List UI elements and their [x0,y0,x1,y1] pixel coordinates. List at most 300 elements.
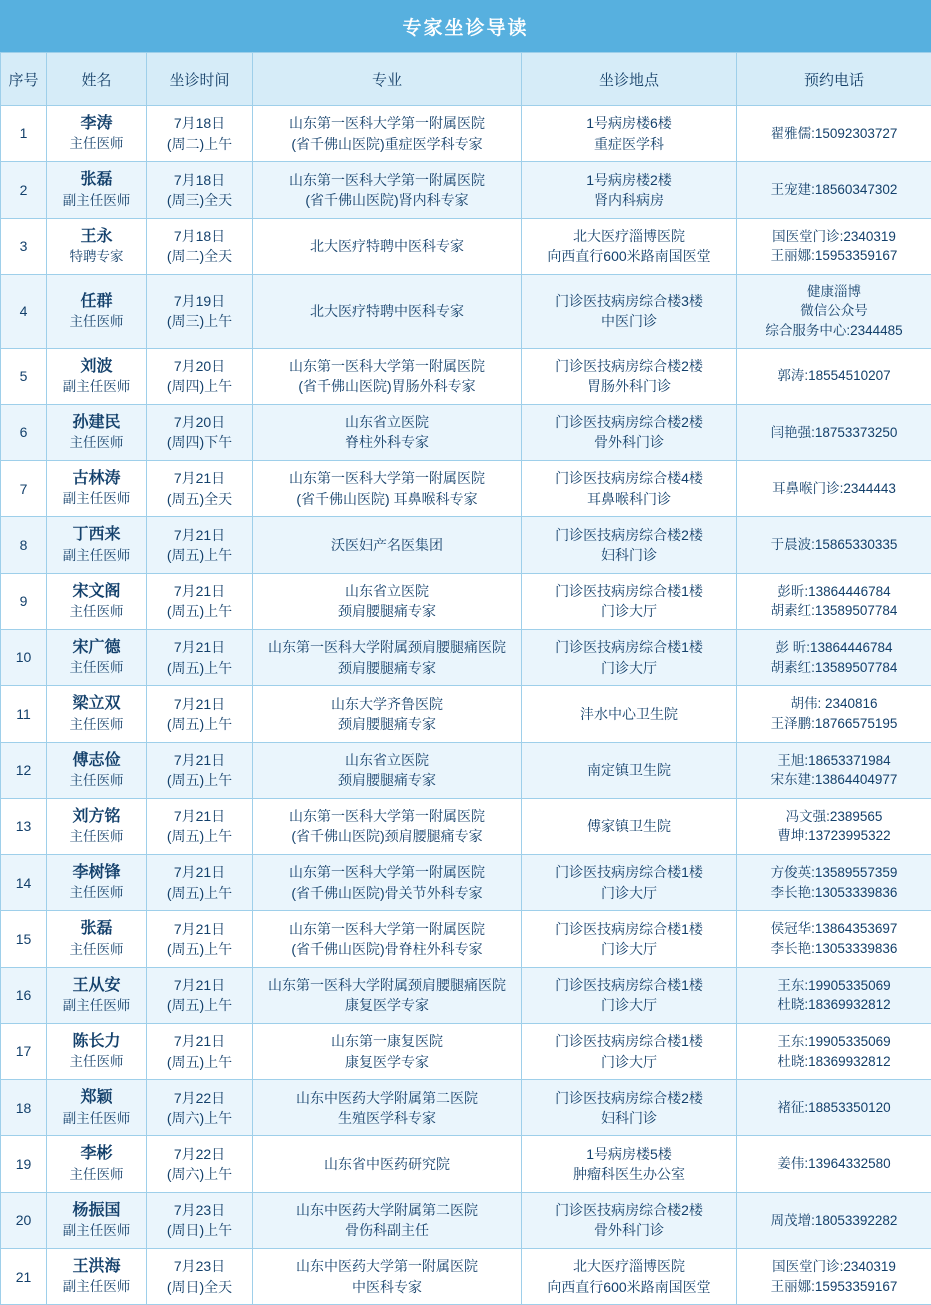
cell-line: 健康淄博 [740,282,928,302]
cell-line: 胡素红:13589507784 [740,658,928,678]
table-row [1,106,931,162]
cell-visit-location [522,629,737,685]
cell-doctor-name [47,517,147,573]
cell-appointment-phone [737,1192,931,1248]
cell-appointment-phone [737,348,931,404]
cell-visit-location [522,1136,737,1192]
cell-row-number: 4 [1,274,47,348]
cell-line: 门诊大厅 [525,601,733,621]
cell-specialty [253,162,522,218]
cell-visit-location [522,461,737,517]
cell-specialty [253,1136,522,1192]
cell-appointment-phone [737,106,931,162]
doctor-title: 主任医师 [50,659,143,678]
cell-row-number: 8 [1,517,47,573]
cell-line: 骨伤科副主任 [256,1220,518,1240]
cell-line: 山东第一医科大学附属颈肩腰腿痛医院 [256,637,518,657]
cell-visit-time [147,573,253,629]
cell-line: 山东中医药大学附属第二医院 [256,1200,518,1220]
doctor-title: 主任医师 [50,135,143,154]
cell-doctor-name [47,629,147,685]
cell-line: 骨外科门诊 [525,432,733,452]
column-header-time: 坐诊时间 [147,53,253,106]
cell-line: 山东第一医科大学第一附属医院 [256,113,518,133]
cell-line: 王东:19905335069 [740,1032,928,1052]
cell-line: 胃肠外科门诊 [525,376,733,396]
cell-line: (周五)上午 [150,601,249,621]
cell-line: 门诊大厅 [525,883,733,903]
cell-line: 山东第一医科大学第一附属医院 [256,356,518,376]
cell-line: 王泽鹏:18766575195 [740,714,928,734]
cell-doctor-name [47,404,147,460]
cell-appointment-phone [737,686,931,742]
cell-line: 妇科门诊 [525,1108,733,1128]
doctor-title: 副主任医师 [50,547,143,566]
cell-line: (省千佛山医院)胃肠外科专家 [256,376,518,396]
cell-line: 1号病房楼6楼 [525,113,733,133]
cell-doctor-name [47,162,147,218]
cell-visit-time [147,461,253,517]
column-header-major: 专业 [253,53,522,106]
cell-visit-time [147,162,253,218]
cell-line: 7月21日 [150,525,249,545]
cell-specialty [253,573,522,629]
cell-specialty [253,1080,522,1136]
cell-line: 7月21日 [150,919,249,939]
cell-visit-location [522,967,737,1023]
table-row [1,967,931,1023]
column-header-phone: 预约电话 [737,53,931,106]
cell-line: 沣水中心卫生院 [525,704,733,724]
cell-row-number: 2 [1,162,47,218]
doctor-title: 主任医师 [50,828,143,847]
cell-line: 耳鼻喉门诊:2344443 [740,479,928,499]
cell-line: (周五)上午 [150,545,249,565]
cell-visit-location [522,1023,737,1079]
cell-line: (周五)上午 [150,714,249,734]
cell-doctor-name [47,742,147,798]
cell-visit-location [522,162,737,218]
doctor-title: 主任医师 [50,313,143,332]
cell-line: 7月23日 [150,1200,249,1220]
cell-doctor-name [47,686,147,742]
cell-line: 北大医疗淄博医院 [525,226,733,246]
cell-line: 曹坤:13723995322 [740,826,928,846]
cell-visit-location [522,404,737,460]
cell-line: 国医堂门诊:2340319 [740,227,928,247]
cell-line: 肿瘤科医生办公室 [525,1164,733,1184]
cell-line: 山东第一康复医院 [256,1031,518,1051]
cell-line: 北大医疗特聘中医科专家 [256,236,518,256]
cell-line: 门诊医技病房综合楼1楼 [525,919,733,939]
doctor-name: 王从安 [50,975,143,997]
doctor-title: 主任医师 [50,603,143,622]
cell-line: 7月20日 [150,356,249,376]
cell-appointment-phone [737,404,931,460]
cell-line: 综合服务中心:2344485 [740,321,928,341]
cell-line: (省千佛山医院)肾内科专家 [256,190,518,210]
cell-line: 7月23日 [150,1256,249,1276]
cell-line: 妇科门诊 [525,545,733,565]
cell-visit-time [147,348,253,404]
cell-line: (省千佛山医院)颈肩腰腿痛专家 [256,826,518,846]
cell-doctor-name [47,1023,147,1079]
cell-appointment-phone [737,1023,931,1079]
cell-line: 1号病房楼2楼 [525,170,733,190]
cell-visit-location [522,911,737,967]
cell-line: 7月18日 [150,113,249,133]
doctor-name: 李树锋 [50,862,143,884]
cell-line: 7月21日 [150,862,249,882]
cell-line: (省千佛山医院)骨脊柱外科专家 [256,939,518,959]
table-row [1,348,931,404]
cell-specialty [253,106,522,162]
cell-line: 山东第一医科大学第一附属医院 [256,468,518,488]
cell-specialty [253,629,522,685]
cell-appointment-phone [737,274,931,348]
doctor-name: 张磊 [50,169,143,191]
cell-visit-time [147,1192,253,1248]
cell-visit-location [522,1080,737,1136]
cell-row-number: 15 [1,911,47,967]
cell-visit-location [522,517,737,573]
cell-visit-time [147,517,253,573]
expert-schedule-table [0,52,931,1305]
table-row [1,1023,931,1079]
table-row [1,1192,931,1248]
cell-line: 杜晓:18369932812 [740,995,928,1015]
cell-line: (周五)上午 [150,883,249,903]
cell-line: 7月21日 [150,694,249,714]
table-row [1,517,931,573]
cell-visit-time [147,686,253,742]
cell-line: 山东大学齐鲁医院 [256,694,518,714]
cell-line: 方俊英:13589557359 [740,863,928,883]
cell-line: 7月19日 [150,291,249,311]
column-header-no: 序号 [1,53,47,106]
cell-line: (周三)上午 [150,311,249,331]
cell-specialty [253,404,522,460]
doctor-title: 主任医师 [50,434,143,453]
table-header-row [1,53,931,106]
cell-line: 向西直行600米路南国医堂 [525,246,733,266]
cell-line: 7月21日 [150,806,249,826]
cell-row-number: 1 [1,106,47,162]
doctor-title: 副主任医师 [50,490,143,509]
cell-line: (周五)上午 [150,995,249,1015]
cell-line: 国医堂门诊:2340319 [740,1257,928,1277]
cell-specialty [253,348,522,404]
cell-line: 山东省立医院 [256,750,518,770]
cell-visit-location [522,218,737,274]
cell-line: 门诊大厅 [525,995,733,1015]
cell-line: 姜伟:13964332580 [740,1154,928,1174]
doctor-name: 任群 [50,291,143,313]
table-row [1,1136,931,1192]
doctor-name: 王洪海 [50,1256,143,1278]
cell-line: 冯文强:2389565 [740,807,928,827]
cell-line: 山东省立医院 [256,581,518,601]
cell-visit-location [522,855,737,911]
cell-row-number: 12 [1,742,47,798]
cell-doctor-name [47,461,147,517]
cell-line: (周日)全天 [150,1277,249,1297]
cell-line: 7月22日 [150,1144,249,1164]
cell-line: 门诊医技病房综合楼1楼 [525,1031,733,1051]
doctor-title: 副主任医师 [50,997,143,1016]
cell-appointment-phone [737,629,931,685]
cell-line: 门诊医技病房综合楼1楼 [525,637,733,657]
doctor-title: 副主任医师 [50,378,143,397]
table-row [1,162,931,218]
cell-visit-location [522,106,737,162]
cell-row-number: 21 [1,1249,47,1305]
cell-line: 颈肩腰腿痛专家 [256,658,518,678]
cell-line: (周五)上午 [150,939,249,959]
cell-line: 南定镇卫生院 [525,760,733,780]
cell-line: 颈肩腰腿痛专家 [256,714,518,734]
cell-line: 颈肩腰腿痛专家 [256,601,518,621]
doctor-title: 主任医师 [50,884,143,903]
cell-appointment-phone [737,911,931,967]
cell-visit-location [522,573,737,629]
doctor-title: 主任医师 [50,1053,143,1072]
cell-line: 7月18日 [150,170,249,190]
cell-specialty [253,1192,522,1248]
cell-specialty [253,742,522,798]
cell-line: 山东省立医院 [256,412,518,432]
cell-specialty [253,517,522,573]
cell-row-number: 17 [1,1023,47,1079]
cell-specialty [253,855,522,911]
cell-line: 于晨波:15865330335 [740,535,928,555]
cell-line: (周五)全天 [150,489,249,509]
cell-line: 周茂增:18053392282 [740,1211,928,1231]
cell-line: 门诊医技病房综合楼1楼 [525,975,733,995]
doctor-name: 古林涛 [50,468,143,490]
cell-appointment-phone [737,798,931,854]
doctor-name: 宋广德 [50,637,143,659]
cell-line: (周二)全天 [150,246,249,266]
table-header [1,53,931,106]
cell-line: 宋东建:13864404977 [740,770,928,790]
cell-line: 重症医学科 [525,134,733,154]
cell-visit-time [147,798,253,854]
cell-line: 门诊大厅 [525,658,733,678]
doctor-title: 副主任医师 [50,1278,143,1297]
cell-line: 北大医疗淄博医院 [525,1256,733,1276]
cell-line: 王旭:18653371984 [740,751,928,771]
table-row [1,855,931,911]
cell-row-number: 5 [1,348,47,404]
cell-line: 7月20日 [150,412,249,432]
cell-appointment-phone [737,967,931,1023]
cell-line: 侯冠华:13864353697 [740,919,928,939]
doctor-name: 宋文阁 [50,581,143,603]
doctor-name: 郑颖 [50,1087,143,1109]
cell-specialty [253,218,522,274]
cell-visit-time [147,1023,253,1079]
cell-line: (周五)上午 [150,658,249,678]
doctor-name: 杨振国 [50,1200,143,1222]
cell-specialty [253,967,522,1023]
doctor-title: 主任医师 [50,1166,143,1185]
cell-line: 山东第一医科大学第一附属医院 [256,806,518,826]
page-title: 专家坐诊导读 [0,0,931,52]
column-header-name: 姓名 [47,53,147,106]
cell-line: 沃医妇产名医集团 [256,535,518,555]
doctor-title: 副主任医师 [50,192,143,211]
doctor-name: 张磊 [50,918,143,940]
cell-line: (省千佛山医院) 耳鼻喉科专家 [256,489,518,509]
table-row [1,218,931,274]
table-row [1,798,931,854]
cell-appointment-phone [737,1080,931,1136]
cell-line: (周五)上午 [150,770,249,790]
doctor-title: 副主任医师 [50,1222,143,1241]
cell-row-number: 13 [1,798,47,854]
cell-line: 胡伟: 2340816 [740,694,928,714]
cell-line: 山东第一医科大学第一附属医院 [256,862,518,882]
doctor-title: 副主任医师 [50,1110,143,1129]
column-header-place: 坐诊地点 [522,53,737,106]
table-row [1,274,931,348]
cell-doctor-name [47,911,147,967]
doctor-name: 陈长力 [50,1031,143,1053]
cell-visit-location [522,798,737,854]
cell-appointment-phone [737,218,931,274]
cell-specialty [253,461,522,517]
doctor-name: 刘方铭 [50,806,143,828]
cell-appointment-phone [737,573,931,629]
cell-doctor-name [47,274,147,348]
cell-line: 7月22日 [150,1088,249,1108]
cell-visit-location [522,1192,737,1248]
cell-line: 7月21日 [150,581,249,601]
cell-visit-time [147,1136,253,1192]
cell-line: 7月18日 [150,226,249,246]
cell-line: 王丽娜:15953359167 [740,1277,928,1297]
cell-visit-time [147,629,253,685]
doctor-name: 丁西来 [50,524,143,546]
cell-doctor-name [47,573,147,629]
cell-line: 中医门诊 [525,311,733,331]
cell-visit-location [522,348,737,404]
cell-line: 山东第一医科大学第一附属医院 [256,919,518,939]
cell-appointment-phone [737,1136,931,1192]
cell-line: 耳鼻喉科门诊 [525,489,733,509]
cell-line: (周五)上午 [150,826,249,846]
cell-line: 向西直行600米路南国医堂 [525,1277,733,1297]
cell-line: 门诊医技病房综合楼2楼 [525,525,733,545]
cell-visit-time [147,106,253,162]
cell-visit-time [147,404,253,460]
cell-line: (周二)上午 [150,134,249,154]
cell-line: 门诊医技病房综合楼2楼 [525,412,733,432]
cell-line: 脊柱外科专家 [256,432,518,452]
cell-line: (周六)上午 [150,1164,249,1184]
cell-line: (周日)上午 [150,1220,249,1240]
cell-line: 山东第一医科大学附属颈肩腰腿痛医院 [256,975,518,995]
table-row [1,742,931,798]
cell-specialty [253,798,522,854]
cell-specialty [253,274,522,348]
doctor-name: 李涛 [50,113,143,135]
cell-line: 门诊医技病房综合楼1楼 [525,581,733,601]
table-row [1,404,931,460]
cell-line: 门诊医技病房综合楼2楼 [525,356,733,376]
cell-visit-time [147,855,253,911]
cell-line: 1号病房楼5楼 [525,1144,733,1164]
cell-visit-location [522,742,737,798]
cell-line: 褚征:18853350120 [740,1098,928,1118]
cell-doctor-name [47,855,147,911]
doctor-title: 主任医师 [50,941,143,960]
doctor-title: 主任医师 [50,772,143,791]
cell-line: 门诊大厅 [525,1052,733,1072]
cell-visit-time [147,274,253,348]
cell-line: 康复医学专家 [256,1052,518,1072]
cell-line: 山东中医药大学附属第二医院 [256,1088,518,1108]
cell-line: 山东第一医科大学第一附属医院 [256,170,518,190]
cell-specialty [253,911,522,967]
cell-line: 中医科专家 [256,1277,518,1297]
cell-row-number: 7 [1,461,47,517]
cell-line: 王丽娜:15953359167 [740,246,928,266]
cell-line: 杜晓:18369932812 [740,1052,928,1072]
cell-line: (省千佛山医院)骨关节外科专家 [256,883,518,903]
cell-row-number: 10 [1,629,47,685]
cell-line: 闫艳强:18753373250 [740,423,928,443]
cell-line: (周六)上午 [150,1108,249,1128]
cell-appointment-phone [737,742,931,798]
cell-row-number: 3 [1,218,47,274]
doctor-name: 傅志俭 [50,750,143,772]
cell-line: 7月21日 [150,1031,249,1051]
cell-doctor-name [47,1136,147,1192]
cell-doctor-name [47,106,147,162]
table-row [1,629,931,685]
cell-doctor-name [47,798,147,854]
cell-visit-time [147,218,253,274]
table-row [1,686,931,742]
doctor-name: 孙建民 [50,412,143,434]
cell-line: 门诊医技病房综合楼2楼 [525,1088,733,1108]
table-row [1,1080,931,1136]
cell-doctor-name [47,967,147,1023]
table-body [1,106,931,1305]
cell-line: 康复医学专家 [256,995,518,1015]
cell-line: 山东中医药大学第一附属医院 [256,1256,518,1276]
cell-line: (周三)全天 [150,190,249,210]
cell-row-number: 14 [1,855,47,911]
cell-line: 7月21日 [150,975,249,995]
cell-row-number: 9 [1,573,47,629]
cell-specialty [253,686,522,742]
cell-line: 彭昕:13864446784 [740,582,928,602]
table-row [1,911,931,967]
cell-doctor-name [47,1080,147,1136]
cell-visit-time [147,742,253,798]
cell-appointment-phone [737,461,931,517]
cell-line: 生殖医学科专家 [256,1108,518,1128]
cell-line: (省千佛山医院)重症医学科专家 [256,134,518,154]
cell-line: 王东:19905335069 [740,976,928,996]
doctor-name: 王永 [50,226,143,248]
cell-appointment-phone [737,517,931,573]
cell-doctor-name [47,1192,147,1248]
cell-line: 7月21日 [150,637,249,657]
